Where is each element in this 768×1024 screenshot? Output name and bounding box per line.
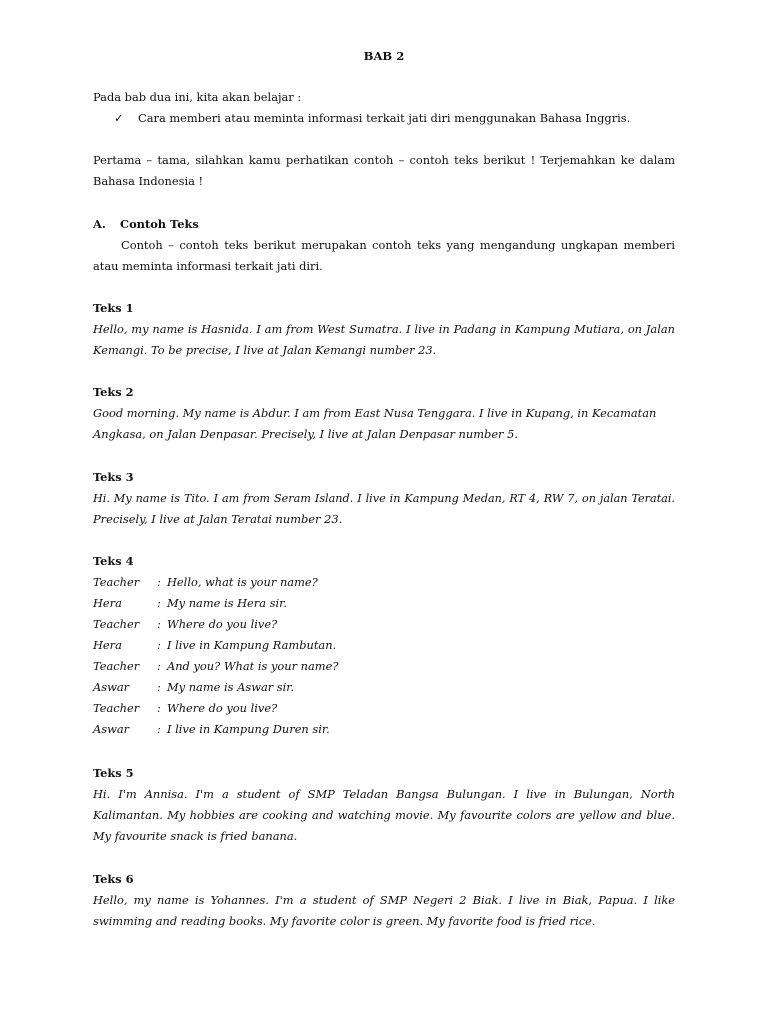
dialog-speaker: Aswar [93,722,130,736]
text-heading: Teks 2 [93,385,134,399]
dialog-speaker: Teacher [93,701,140,715]
dialog-colon: : [157,722,161,736]
dialog-colon: : [157,701,161,715]
section-letter: A. [93,217,106,231]
dialog-row [93,719,330,740]
dialog-colon: : [157,575,161,589]
dialog-row [93,635,336,656]
dialog-line: I live in Kampung Duren sir. [167,722,330,736]
text-line: Good morning. My name is Abdur. I am from East Nusa Tenggara. I live in Kupang, in Kecamatan [93,406,657,420]
text-heading: Teks 4 [93,554,134,568]
dialog-colon: : [157,638,161,652]
dialog-row [93,656,338,677]
dialog-colon: : [157,596,161,610]
section-desc-line: Contoh – contoh teks berikut merupakan contoh teks yang mengandung ungkapan memberi [121,238,675,252]
text-line: My favourite snack is fried banana. [93,829,298,843]
dialog-colon: : [157,617,161,631]
text-line: Hello, my name is Yohannes. I'm a student of SMP Negeri 2 Biak. I live in Biak, Papua. I like [93,893,675,907]
dialog-speaker: Hera [93,638,122,652]
text-heading: Teks 6 [93,872,134,886]
section-desc-line: atau meminta informasi terkait jati diri. [93,259,323,273]
dialog-line: My name is Hera sir. [167,596,287,610]
chapter-title: BAB 2 [363,49,405,63]
instruction-line: Bahasa Indonesia ! [93,174,204,188]
text-line: Angkasa, on Jalan Denpasar. Precisely, I live at Jalan Denpasar number 5. [93,427,518,441]
dialog-speaker: Teacher [93,659,140,673]
text-line: Hi. My name is Tito. I am from Seram Island. I live in Kampung Medan, RT 4, RW 7, on jalan Teratai. [93,492,675,505]
dialog-line: Where do you live? [167,701,278,715]
section-title: Contoh Teks [120,217,199,231]
checkmark-icon: ✓ [114,111,124,125]
dialog-row [93,698,277,719]
text-line: Hello, my name is Hasnida. I am from West Sumatra. I live in Padang in Kampung Mutiara, on Jalan [93,322,675,336]
text-heading: Teks 1 [93,301,134,315]
dialog-line: My name is Aswar sir. [167,680,295,694]
dialog-speaker: Hera [93,596,122,610]
text-line: Kalimantan. My hobbies are cooking and watching movie. My favourite colors are yellow and blue. [93,808,675,822]
objective-bullet [114,108,630,129]
dialog-row [93,614,277,635]
dialog-speaker: Aswar [93,680,130,694]
text-heading: Teks 5 [93,766,134,780]
dialog-row [93,677,294,698]
dialog-speaker: Teacher [93,617,140,631]
intro-text: Pada bab dua ini, kita akan belajar : [93,90,302,104]
dialog-colon: : [157,680,161,694]
dialog-line: And you? What is your name? [167,659,339,673]
dialog-line: Hello, what is your name? [167,575,318,589]
dialog-row [93,593,287,614]
text-line: Kemangi. To be precise, I live at Jalan Kemangi number 23. [93,343,437,357]
dialog-line: Where do you live? [167,617,278,631]
dialog-line: I live in Kampung Rambutan. [167,638,337,652]
text-heading: Teks 3 [93,470,134,484]
dialog-row [93,572,318,593]
instruction-line: Pertama – tama, silahkan kamu perhatikan contoh – contoh teks berikut ! Terjemahkan ke dalam [93,153,675,167]
text-line: Hi. I'm Annisa. I'm a student of SMP Teladan Bangsa Bulungan. I live in Bulungan, North [93,787,675,801]
dialog-speaker: Teacher [93,575,140,589]
section-heading [93,214,199,235]
dialog-colon: : [157,659,161,673]
text-line: Precisely, I live at Jalan Teratai number 23. [93,512,343,526]
objective-text: Cara memberi atau meminta informasi terkait jati diri menggunakan Bahasa Inggris. [138,111,631,125]
text-line: swimming and reading books. My favorite color is green. My favorite food is fried rice. [93,914,596,928]
